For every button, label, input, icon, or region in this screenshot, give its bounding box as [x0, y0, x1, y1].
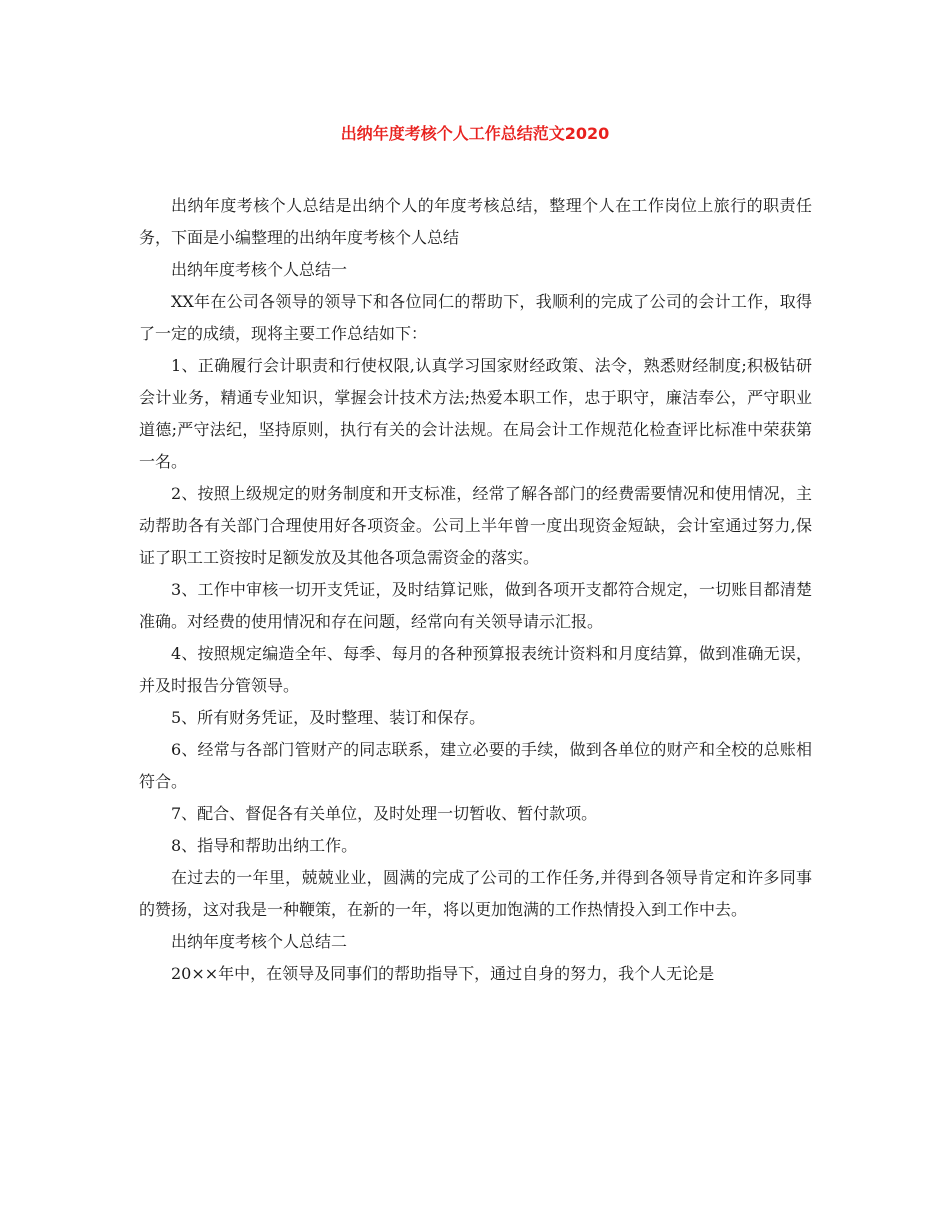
- paragraph-conclusion: 在过去的一年里，兢兢业业，圆满的完成了公司的工作任务,并得到各领导肯定和许多同事的赞扬，这对我是一种鞭策，在新的一年，将以更加饱满的工作热情投入到工作中去。: [139, 868, 812, 919]
- list-item-6: 6、经常与各部门管财产的同志联系，建立必要的手续，做到各单位的财产和全校的总账相符合。: [139, 740, 812, 791]
- list-item-1: 1、正确履行会计职责和行使权限,认真学习国家财经政策、法令，熟悉财经制度;积极钻研会计业务，精通专业知识，掌握会计技术方法;热爱本职工作，忠于职守，廉洁奉公，严守职业道德;严守法纪，坚持原则，执行有关的会计法规。在局会计工作规范化检查评比标准中荣获第一名。: [139, 356, 812, 471]
- list-item-7: 7、配合、督促各有关单位，及时处理一切暂收、暂付款项。: [171, 804, 598, 823]
- paragraph-intro: 出纳年度考核个人总结是出纳个人的年度考核总结，整理个人在工作岗位上旅行的职责任务，下面是小编整理的出纳年度考核个人总结: [139, 196, 812, 247]
- document-body: [139, 190, 812, 990]
- section-heading-one: 出纳年度考核个人总结一: [171, 260, 348, 279]
- list-item-3: 3、工作中审核一切开支凭证，及时结算记账，做到各项开支都符合规定，一切账目都清楚准确。对经费的使用情况和存在问题，经常向有关领导请示汇报。: [139, 580, 812, 631]
- list-item-4: 4、按照规定编造全年、每季、每月的各种预算报表统计资料和月度结算，做到准确无误，并及时报告分管领导。: [139, 644, 812, 695]
- list-item-2: 2、按照上级规定的财务制度和开支标准，经常了解各部门的经费需要情况和使用情况，主动帮助各有关部门合理使用好各项资金。公司上半年曾一度出现资金短缺，会计室通过努力,保证了职工工资按时足额发放及其他各项急需资金的落实。: [139, 484, 812, 567]
- paragraph: 20××年中，在领导及同事们的帮助指导下，通过自身的努力，我个人无论是: [171, 964, 715, 983]
- paragraph: XX年在公司各领导的领导下和各位同仁的帮助下，我顺利的完成了公司的会计工作，取得了一定的成绩，现将主要工作总结如下：: [139, 292, 812, 343]
- document-title: 出纳年度考核个人工作总结范文2020: [340, 124, 610, 143]
- section-heading-two: 出纳年度考核个人总结二: [171, 932, 348, 951]
- list-item-8: 8、指导和帮助出纳工作。: [171, 836, 358, 855]
- list-item-5: 5、所有财务凭证，及时整理、装订和保存。: [171, 708, 486, 727]
